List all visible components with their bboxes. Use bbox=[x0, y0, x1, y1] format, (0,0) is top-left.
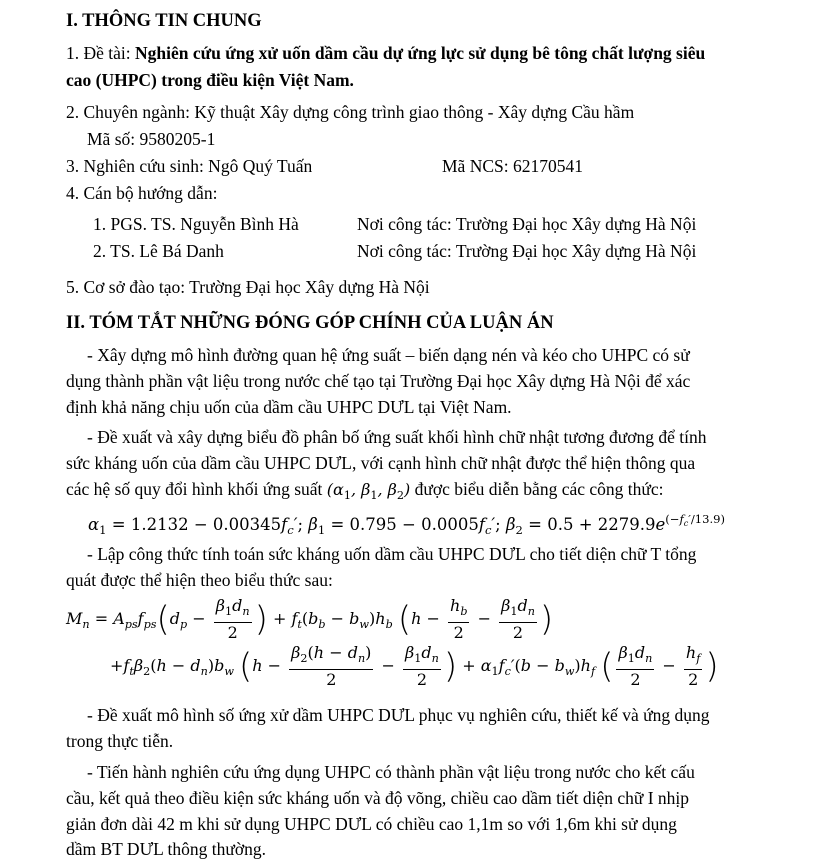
beta2-coef: 2279.9 bbox=[597, 514, 656, 534]
para-2-line-2: sức kháng uốn của dầm cầu UHPC DƯL, với cạnh hình chữ nhật được thể hiện thông qua bbox=[66, 453, 696, 473]
topic-line-1 bbox=[66, 42, 705, 64]
major-line: 2. Chuyên ngành: Kỹ thuật Xây dựng công trình giao thông - Xây dựng Cầu hầm bbox=[66, 102, 635, 122]
para-1-line-1: - Xây dựng mô hình đường quan hệ ứng suất – biến dạng nén và kéo cho UHPC có sử bbox=[87, 345, 690, 365]
para-5-line-3: giản đơn dài 42 m khi sử dụng UHPC DƯL có chiều cao 1,1m so với 1,6m khi sử dụng bbox=[66, 814, 677, 834]
para-4-line-1: - Đề xuất mô hình số ứng xử dầm UHPC DƯL phục vụ nghiên cứu, thiết kế và ứng dụng bbox=[87, 705, 710, 725]
topic-label: 1. Đề tài: bbox=[66, 43, 136, 63]
supervisors-label: 4. Cán bộ hướng dẫn: bbox=[66, 183, 218, 203]
para-4-line-2: trong thực tiễn. bbox=[66, 731, 174, 751]
alpha1-coef: 0.00345 bbox=[212, 514, 282, 534]
frac-beta1dn-over-2-b: $\frac{\beta_1d_n}{2}$ bbox=[501, 596, 535, 642]
para-1-line-3: định khả năng chịu uốn của dầm cầu UHPC DƯL tại Việt Nam. bbox=[66, 397, 512, 417]
para-3-line-2: quát được thể hiện theo biểu thức sau: bbox=[66, 570, 333, 590]
frac-beta1dn-over-2-c: $\frac{\beta_1d_n}{2}$ bbox=[405, 643, 439, 689]
frac-hb-over-2: $\frac{h_b}{2}$ bbox=[450, 596, 468, 642]
topic-line-2: cao (UHPC) trong điều kiện Việt Nam. bbox=[66, 70, 354, 90]
moment-formula-line-1: $M_n = A_{ps}f_{ps}(d_p$ − $\frac{\beta_1d_n}{2}$ ) + $f_t(b_b - b_w)h_b$ (h − $\frac{h_b}{2}$ − $\frac{\beta_1d_n}{2}$ ) bbox=[66, 596, 554, 642]
researcher-id: Mã NCS: 62170541 bbox=[442, 156, 583, 176]
para-2-text-b: được biểu diễn bằng các công thức: bbox=[414, 479, 664, 499]
para-2-text-a: các hệ số quy đổi hình khối ứng suất bbox=[66, 479, 323, 499]
topic-title: Nghiên cứu ứng xử uốn dầm cầu dự ứng lực sử dụng bê tông chất lượng siêu bbox=[135, 43, 706, 63]
para-1-line-2: dụng thành phần vật liệu trong nước chế tạo tại Trường Đại học Xây dựng Hà Nội để xác bbox=[66, 371, 691, 391]
supervisor-2-name: 2. TS. Lê Bá Danh bbox=[93, 241, 224, 261]
section-1-heading: I. THÔNG TIN CHUNG bbox=[66, 11, 262, 31]
para-5-line-4: dầm BT DƯL thông thường. bbox=[66, 839, 267, 859]
researcher-line: 3. Nghiên cứu sinh: Ngô Quý Tuấn bbox=[66, 156, 313, 176]
beta1-value: 0.795 bbox=[349, 514, 397, 534]
moment-formula-line-2: $+f_t\beta_2(h - d_n)b_w$ (h − $\frac{\beta_2(h - d_n)}{2}$ − $\frac{\beta_1d_n}{2}$ ) + $\alpha_1f_c'(b - b_w)h_f$ ( $\frac{\beta_1d_n}{2}$ − $\frac{h_f}{2}$ ) bbox=[110, 643, 719, 689]
supervisor-2-workplace: Nơi công tác: Trường Đại học Xây dựng Hà Nội bbox=[357, 241, 697, 261]
code-line: Mã số: 9580205-1 bbox=[87, 129, 216, 149]
exp-divisor: 13.9 bbox=[694, 512, 721, 526]
para-2-line-3 bbox=[66, 478, 663, 507]
section-2-heading: II. TÓM TẮT NHỮNG ĐÓNG GÓP CHÍNH CỦA LUẬN ÁN bbox=[66, 313, 554, 333]
beta2-value: 0.5 bbox=[547, 514, 574, 534]
frac-hf-over-2: $\frac{h_f}{2}$ bbox=[685, 643, 701, 689]
para-3-line-1: - Lập công thức tính toán sức kháng uốn dầm cầu UHPC DƯL cho tiết diện chữ T tổng bbox=[87, 544, 697, 564]
alpha1-value: 1.2132 bbox=[130, 514, 189, 534]
institution-line: 5. Cơ sở đào tạo: Trường Đại học Xây dựng Hà Nội bbox=[66, 277, 430, 297]
frac-beta1dn-over-2: $\frac{\beta_1d_n}{2}$ bbox=[215, 596, 250, 642]
beta1-coef: 0.0005 bbox=[421, 514, 479, 534]
coefficient-formulas: $\alpha_1 = 1.2132 - 0.00345f_c'$; $\beta_1 = 0.795 - 0.0005f_c'$; $\beta_2 = 0.5 + 2279.9e^{(-f_c'/13.9)}$ bbox=[88, 512, 726, 537]
coefficients-inline: ($\alpha_1$, $\beta_1$, $\beta_2$) bbox=[326, 480, 411, 502]
para-2-line-1: - Đề xuất và xây dựng biểu đồ phân bố ứng suất khối hình chữ nhật tương đương để tính bbox=[87, 427, 707, 447]
para-5-line-1: - Tiến hành nghiên cứu ứng dụng UHPC có thành phần vật liệu trong nước cho kết cấu bbox=[87, 762, 695, 782]
supervisor-1-name: 1. PGS. TS. Nguyễn Bình Hà bbox=[93, 214, 299, 234]
frac-beta1dn-over-2-d: $\frac{\beta_1d_n}{2}$ bbox=[618, 643, 653, 689]
para-5-line-2: cầu, kết quả theo điều kiện sức kháng uốn và độ võng, chiều cao dầm tiết diện chữ I nhịp bbox=[66, 788, 690, 808]
frac-beta2-h-dn-over-2: $\frac{\beta_2(h - d_n)}{2}$ bbox=[291, 643, 372, 689]
supervisor-1-workplace: Nơi công tác: Trường Đại học Xây dựng Hà Nội bbox=[357, 214, 697, 234]
